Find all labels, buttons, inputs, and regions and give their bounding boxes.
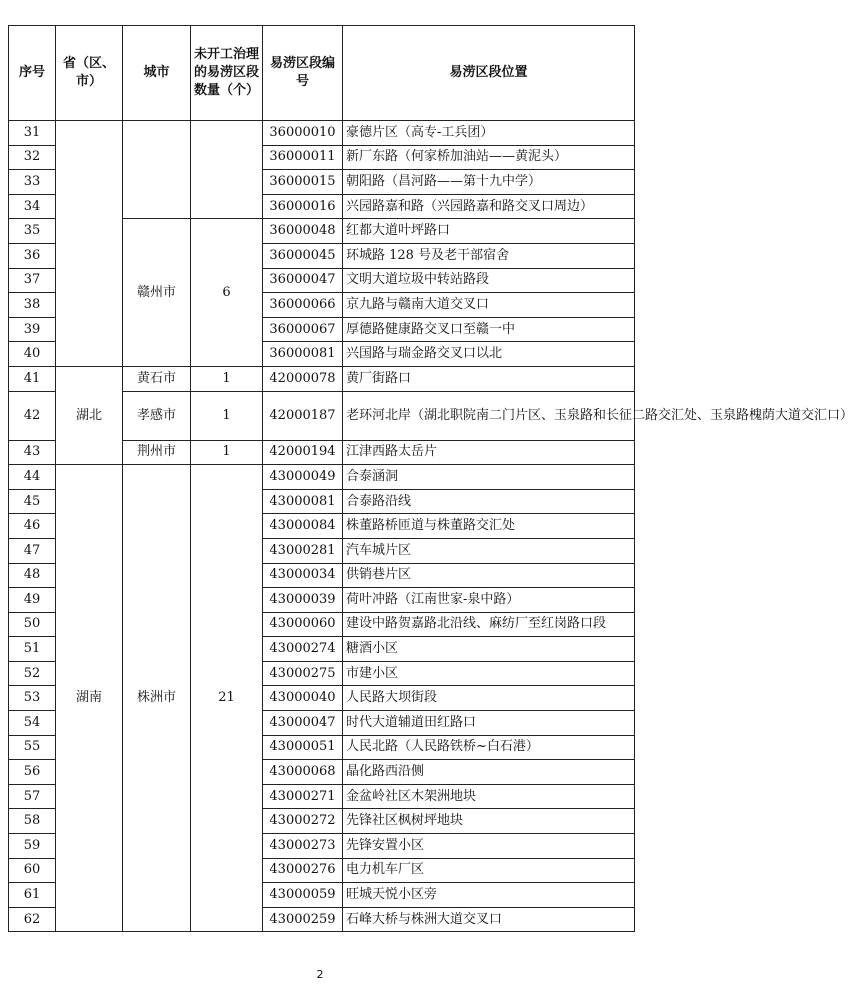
location-cell: 合泰涵洞 bbox=[343, 465, 635, 490]
table-row bbox=[9, 121, 635, 146]
table-header-row bbox=[9, 26, 635, 121]
seq-cell: 62 bbox=[9, 907, 56, 932]
code-cell: 43000273 bbox=[263, 834, 343, 859]
header-count: 未开工治理的易涝区段数量（个） bbox=[191, 26, 263, 121]
location-cell: 荷叶冲路（江南世家-泉中路） bbox=[343, 588, 635, 613]
location-cell: 京九路与赣南大道交叉口 bbox=[343, 293, 635, 318]
code-cell: 36000016 bbox=[263, 194, 343, 219]
location-cell: 老环河北岸（湖北职院南二门片区、玉泉路和长征二路交汇处、玉泉路槐荫大道交汇口） bbox=[343, 391, 635, 440]
seq-cell: 47 bbox=[9, 538, 56, 563]
city-cell-blank bbox=[123, 121, 191, 219]
code-cell: 36000010 bbox=[263, 121, 343, 146]
seq-cell: 58 bbox=[9, 809, 56, 834]
city-cell-zhuzhou: 株洲市 bbox=[123, 465, 191, 932]
count-cell-huangshi: 1 bbox=[191, 366, 263, 391]
location-cell: 汽车城片区 bbox=[343, 538, 635, 563]
seq-cell: 37 bbox=[9, 268, 56, 293]
code-cell: 43000271 bbox=[263, 784, 343, 809]
location-cell: 供销巷片区 bbox=[343, 563, 635, 588]
seq-cell: 53 bbox=[9, 686, 56, 711]
city-cell-xiaogan: 孝感市 bbox=[123, 391, 191, 440]
seq-cell: 44 bbox=[9, 465, 56, 490]
code-cell: 43000272 bbox=[263, 809, 343, 834]
code-cell: 43000281 bbox=[263, 538, 343, 563]
location-cell: 先锋社区枫树坪地块 bbox=[343, 809, 635, 834]
location-cell: 文明大道垃圾中转站路段 bbox=[343, 268, 635, 293]
seq-cell: 59 bbox=[9, 834, 56, 859]
count-cell-jingzhou: 1 bbox=[191, 440, 263, 465]
code-cell: 36000045 bbox=[263, 243, 343, 268]
header-province: 省（区、市） bbox=[56, 26, 123, 121]
code-cell: 43000049 bbox=[263, 465, 343, 490]
location-cell: 电力机车厂区 bbox=[343, 858, 635, 883]
seq-cell: 42 bbox=[9, 391, 56, 440]
code-cell: 43000059 bbox=[263, 883, 343, 908]
location-cell: 人民路大坝街段 bbox=[343, 686, 635, 711]
seq-cell: 55 bbox=[9, 735, 56, 760]
location-cell: 时代大道辅道田红路口 bbox=[343, 711, 635, 736]
count-cell-xiaogan: 1 bbox=[191, 391, 263, 440]
province-cell-hubei: 湖北 bbox=[56, 366, 123, 464]
count-cell-ganzhou: 6 bbox=[191, 219, 263, 367]
seq-cell: 56 bbox=[9, 760, 56, 785]
table-row bbox=[9, 465, 635, 490]
table-body bbox=[9, 121, 853, 932]
code-cell: 43000040 bbox=[263, 686, 343, 711]
seq-cell: 40 bbox=[9, 342, 56, 367]
location-cell: 晶化路西沿侧 bbox=[343, 760, 635, 785]
location-cell: 厚德路健康路交叉口至赣一中 bbox=[343, 317, 635, 342]
province-cell-hunan: 湖南 bbox=[56, 465, 123, 932]
location-cell: 新厂东路（何家桥加油站——黄泥头） bbox=[343, 145, 635, 170]
code-cell: 36000067 bbox=[263, 317, 343, 342]
code-cell: 43000275 bbox=[263, 661, 343, 686]
seq-cell: 61 bbox=[9, 883, 56, 908]
page-number: 2 bbox=[316, 968, 324, 981]
code-cell: 36000066 bbox=[263, 293, 343, 318]
location-cell: 石峰大桥与株洲大道交叉口 bbox=[343, 907, 635, 932]
seq-cell: 36 bbox=[9, 243, 56, 268]
seq-cell: 57 bbox=[9, 784, 56, 809]
location-cell: 兴国路与瑞金路交叉口以北 bbox=[343, 342, 635, 367]
seq-cell: 31 bbox=[9, 121, 56, 146]
code-cell: 42000194 bbox=[263, 440, 343, 465]
seq-cell: 46 bbox=[9, 514, 56, 539]
code-cell: 42000187 bbox=[263, 391, 343, 440]
seq-cell: 50 bbox=[9, 612, 56, 637]
location-cell: 江津西路太岳片 bbox=[343, 440, 635, 465]
seq-cell: 52 bbox=[9, 661, 56, 686]
seq-cell: 32 bbox=[9, 145, 56, 170]
location-cell: 糖酒小区 bbox=[343, 637, 635, 662]
location-cell: 豪德片区（高专-工兵团） bbox=[343, 121, 635, 146]
seq-cell: 34 bbox=[9, 194, 56, 219]
header-code: 易涝区段编号 bbox=[263, 26, 343, 121]
seq-cell: 38 bbox=[9, 293, 56, 318]
seq-cell: 41 bbox=[9, 366, 56, 391]
flood-prone-sections-table bbox=[8, 25, 853, 932]
header-seq: 序号 bbox=[9, 26, 56, 121]
code-cell: 36000048 bbox=[263, 219, 343, 244]
code-cell: 36000081 bbox=[263, 342, 343, 367]
city-cell-ganzhou: 赣州市 bbox=[123, 219, 191, 367]
header-city: 城市 bbox=[123, 26, 191, 121]
seq-cell: 39 bbox=[9, 317, 56, 342]
location-cell: 人民北路（人民路铁桥~白石港） bbox=[343, 735, 635, 760]
code-cell: 43000060 bbox=[263, 612, 343, 637]
code-cell: 43000084 bbox=[263, 514, 343, 539]
code-cell: 43000051 bbox=[263, 735, 343, 760]
location-cell: 合泰路沿线 bbox=[343, 489, 635, 514]
code-cell: 43000276 bbox=[263, 858, 343, 883]
location-cell: 株董路桥匝道与株董路交汇处 bbox=[343, 514, 635, 539]
code-cell: 43000039 bbox=[263, 588, 343, 613]
code-cell: 43000081 bbox=[263, 489, 343, 514]
location-cell: 兴园路嘉和路（兴园路嘉和路交叉口周边） bbox=[343, 194, 635, 219]
code-cell: 36000047 bbox=[263, 268, 343, 293]
code-cell: 36000015 bbox=[263, 170, 343, 195]
table-row bbox=[9, 366, 635, 391]
location-cell: 环城路 128 号及老干部宿舍 bbox=[343, 243, 635, 268]
code-cell: 43000068 bbox=[263, 760, 343, 785]
location-cell: 旺城天悦小区旁 bbox=[343, 883, 635, 908]
seq-cell: 54 bbox=[9, 711, 56, 736]
location-cell: 朝阳路（昌河路——第十九中学） bbox=[343, 170, 635, 195]
code-cell: 43000047 bbox=[263, 711, 343, 736]
code-cell: 43000259 bbox=[263, 907, 343, 932]
code-cell: 43000274 bbox=[263, 637, 343, 662]
code-cell: 43000034 bbox=[263, 563, 343, 588]
seq-cell: 60 bbox=[9, 858, 56, 883]
header-location: 易涝区段位置 bbox=[343, 26, 635, 121]
seq-cell: 51 bbox=[9, 637, 56, 662]
location-cell: 金盆岭社区木架洲地块 bbox=[343, 784, 635, 809]
city-cell-huangshi: 黄石市 bbox=[123, 366, 191, 391]
location-cell: 红都大道叶坪路口 bbox=[343, 219, 635, 244]
count-cell-blank bbox=[191, 121, 263, 219]
location-cell: 黄厂街路口 bbox=[343, 366, 635, 391]
code-cell: 42000078 bbox=[263, 366, 343, 391]
location-cell: 先锋安置小区 bbox=[343, 834, 635, 859]
location-cell: 市建小区 bbox=[343, 661, 635, 686]
seq-cell: 43 bbox=[9, 440, 56, 465]
seq-cell: 48 bbox=[9, 563, 56, 588]
location-cell: 建设中路贺嘉路北沿线、麻纺厂至红岗路口段 bbox=[343, 612, 635, 637]
seq-cell: 45 bbox=[9, 489, 56, 514]
seq-cell: 49 bbox=[9, 588, 56, 613]
seq-cell: 33 bbox=[9, 170, 56, 195]
seq-cell: 35 bbox=[9, 219, 56, 244]
city-cell-jingzhou: 荆州市 bbox=[123, 440, 191, 465]
count-cell-zhuzhou: 21 bbox=[191, 465, 263, 932]
province-cell-jiangxi bbox=[56, 121, 123, 367]
code-cell: 36000011 bbox=[263, 145, 343, 170]
